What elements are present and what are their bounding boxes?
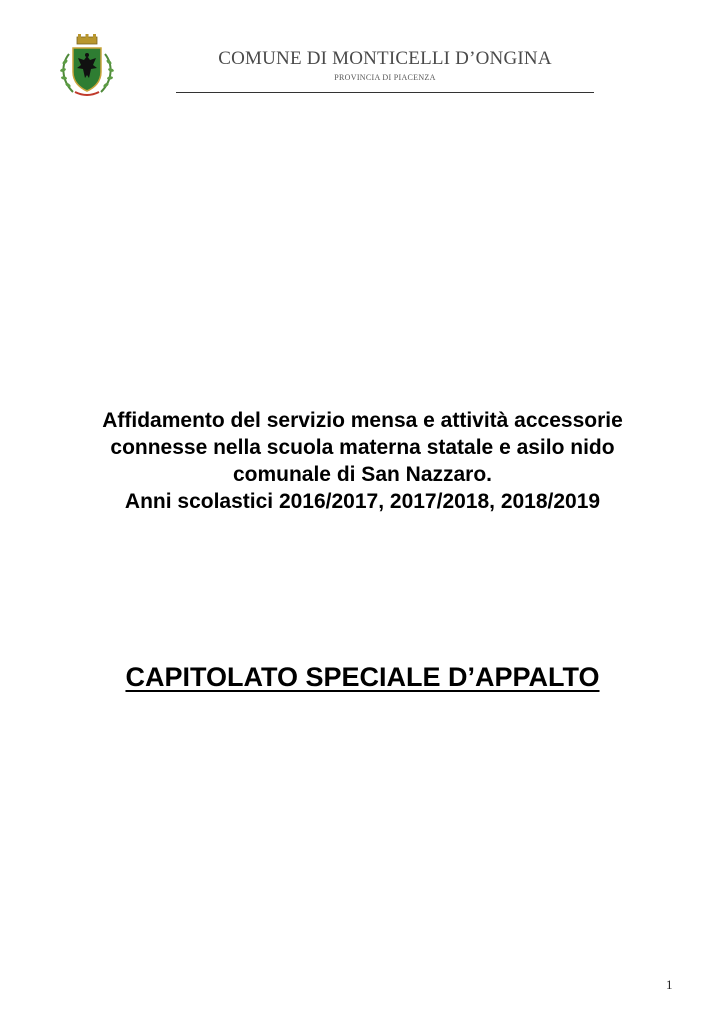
subject-line: Anni scolastici 2016/2017, 2017/2018, 2018/2019	[124, 490, 601, 513]
subject-line: comunale di San Nazzaro.	[232, 463, 493, 486]
header-divider	[176, 92, 594, 93]
document-title	[40, 660, 685, 694]
municipal-coat-of-arms-icon	[57, 34, 117, 100]
document-subject	[40, 407, 685, 515]
page-number: 1	[666, 977, 673, 992]
letterhead	[176, 48, 594, 84]
document-title-text: CAPITOLATO SPECIALE D’APPALTO	[125, 662, 600, 692]
municipality-name: COMUNE DI MONTICELLI D’ONGINA	[218, 48, 552, 69]
subject-line: connesse nella scuola materna statale e asilo nido	[110, 436, 615, 459]
province-name: PROVINCIA DI PIACENZA	[334, 73, 436, 82]
subject-line: Affidamento del servizio mensa e attività accessorie	[102, 409, 623, 432]
